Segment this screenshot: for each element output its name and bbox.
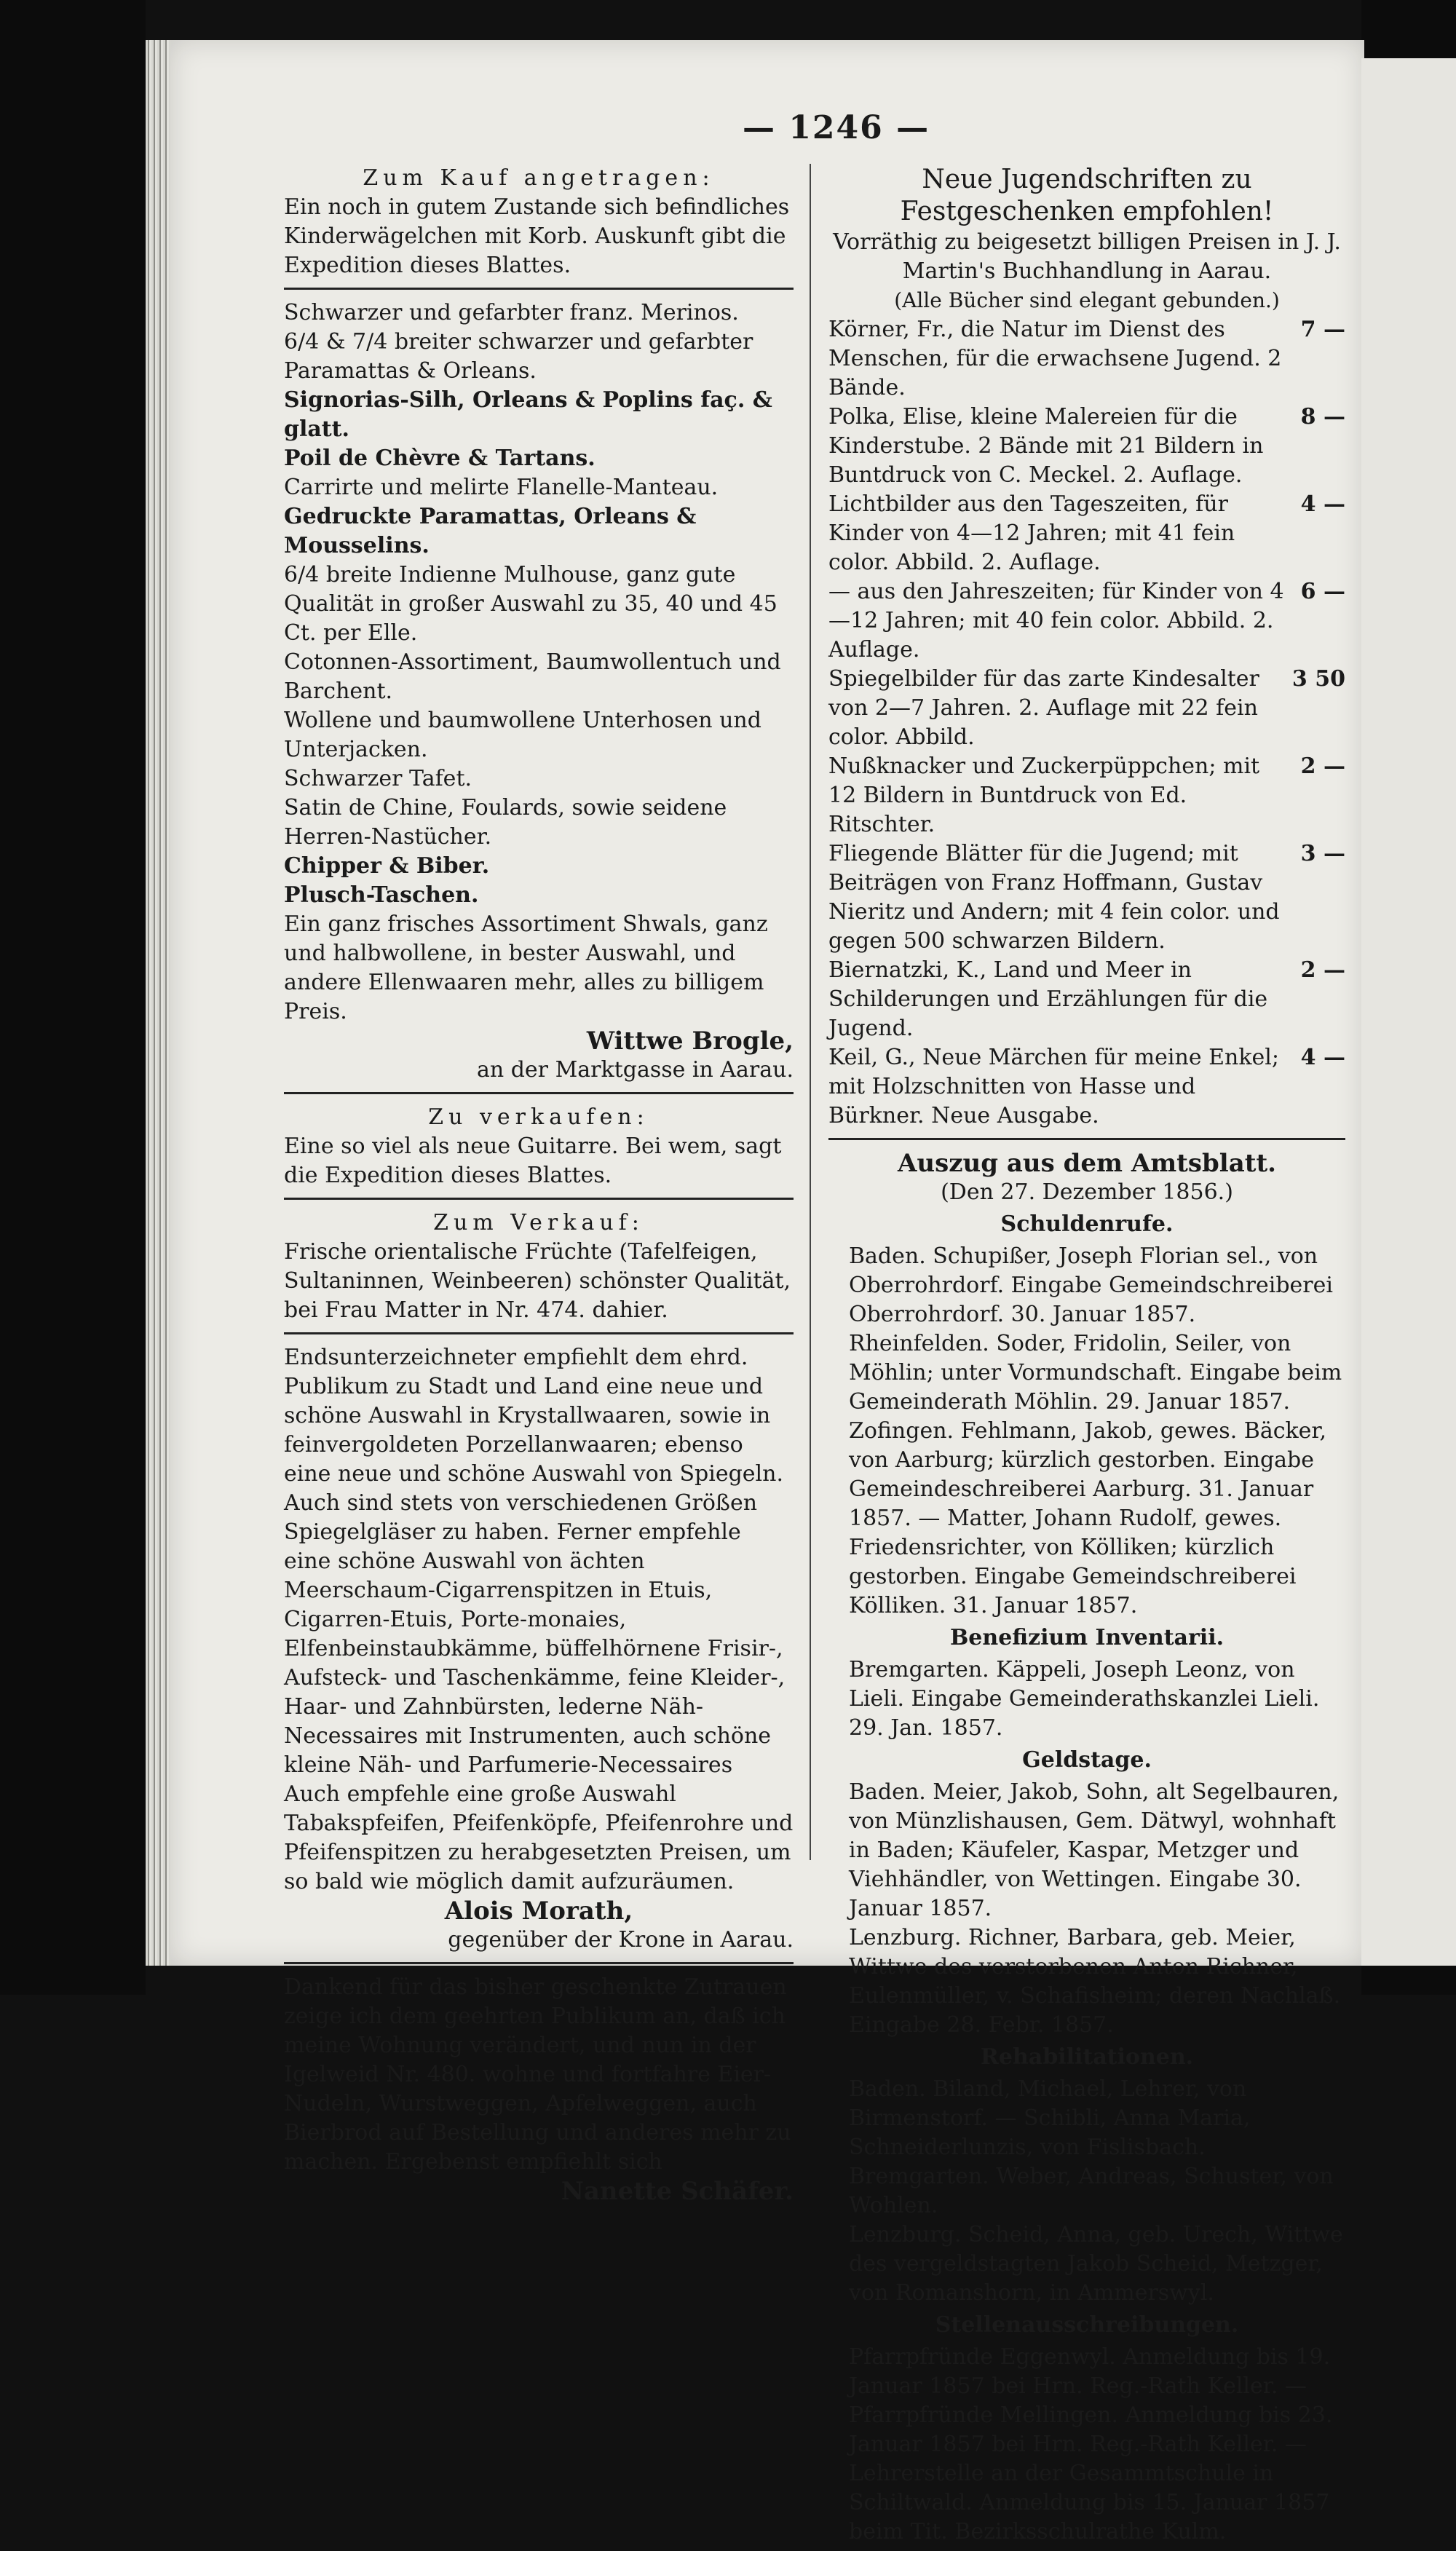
book-title: Biernatzki, K., Land und Meer in Schilderungen und Erzählungen für die Jugend. bbox=[828, 957, 1268, 1041]
ad-heading: Zum Kauf angetragen: bbox=[363, 165, 715, 191]
book-title: Lichtbilder aus den Tageszeiten, für Kinder von 4—12 Jahren; mit 41 fein color. Abbild. 2. Auflage. bbox=[828, 491, 1235, 575]
ad-signature: Alois Morath, bbox=[444, 1897, 633, 1926]
ad-note: (Alle Bücher sind elegant gebunden.) bbox=[894, 288, 1280, 312]
notice-entry: Pfarrpfründe Eggenwyl. Anmeldung bis 19. Januar 1857 bei Hrn. Reg.-Rath Keller. — Pfarrpfründe Mellingen. Anmeldung bis 23. Januar 1857 bei Hrn. Reg.-Rath Keller. — Lehrerstelle an der Gesammtschule in Schiltwald. Anmeldung bis 15. Januar 1857 beim Tit. Bezirksschulrathe Kulm. bbox=[849, 2344, 1333, 2544]
notice-entry: Bremgarten. Weber, Andreas, Schuster, von Wohlen. bbox=[849, 2164, 1334, 2218]
ad-heading: Zum Verkauf: bbox=[433, 1210, 644, 1235]
book-title: — aus den Jahreszeiten; für Kinder von 4—12 Jahren; mit 40 fein color. Abbild. 2. Auflage. bbox=[828, 579, 1284, 663]
ad-line: Satin de Chine, Foulards, sowie seidene Herren-Nastücher. bbox=[284, 795, 727, 850]
ad-subtitle: Vorräthig zu beigesetzt billigen Preisen in J. J. Martin's Buchhandlung in Aarau. bbox=[833, 229, 1341, 284]
ad-line: Wollene und baumwollene Unterhosen und Unterjacken. bbox=[284, 708, 761, 762]
book-price: 4 — bbox=[1300, 491, 1345, 517]
page-number: — 1246 — bbox=[743, 109, 930, 146]
book-price: 4 — bbox=[1300, 1045, 1345, 1070]
ad-fruechte bbox=[284, 1209, 794, 1325]
left-column bbox=[284, 164, 794, 2210]
ad-signature-address: an der Marktgasse in Aarau. bbox=[476, 1057, 794, 1083]
adjacent-page-fragment bbox=[1361, 58, 1456, 1966]
book-item bbox=[828, 490, 1345, 577]
divider bbox=[284, 1962, 794, 1964]
book-title: Polka, Elise, kleine Malereien für die Kinderstube. 2 Bände mit 21 Bildern in Buntdruck von C. Meckel. 2. Auflage. bbox=[828, 404, 1264, 488]
book-item bbox=[828, 665, 1345, 752]
ad-guitarre bbox=[284, 1103, 794, 1190]
book-title: Nußknacker und Zuckerpüppchen; mit 12 Bildern in Buntdruck von Ed. Ritschter. bbox=[828, 754, 1260, 837]
book-item bbox=[828, 577, 1345, 665]
ad-line: Schwarzer und gefarbter franz. Merinos. bbox=[284, 300, 739, 325]
ad-jugendschriften bbox=[828, 164, 1345, 1131]
book-item bbox=[828, 1043, 1345, 1131]
ad-line: Chipper & Biber. bbox=[284, 853, 490, 879]
divider bbox=[284, 1332, 794, 1334]
ad-line: Gedruckte Paramattas, Orleans & Mousselins. bbox=[284, 504, 697, 558]
ad-line: Plusch-Taschen. bbox=[284, 882, 479, 908]
notice-entry: Zofingen. Fehlmann, Jakob, gewes. Bäcker, von Aarburg; kürzlich gestorben. Eingabe Gemeindeschreiberei Aarburg. 31. Januar 1857. — Matter, Johann Rudolf, gewes. Friedensrichter, von Kölliken; kürzlich gestorben. Eingabe Gemeindschreiberei Kölliken. 31. Januar 1857. bbox=[849, 1418, 1327, 1618]
ad-signature: Wittwe Brogle, bbox=[586, 1027, 794, 1056]
ad-text: Frische orientalische Früchte (Tafelfeigen, Sultaninnen, Weinbeeren) schönster Qualität, bei Frau Matter in Nr. 474. dahier. bbox=[284, 1239, 791, 1323]
notice-entry: Bremgarten. Käppeli, Joseph Leonz, von Lieli. Eingabe Gemeinderathskanzlei Lieli. 29. Jan. 1857. bbox=[849, 1657, 1320, 1741]
notice-entry: Lenzburg. Richner, Barbara, geb. Meier, Wittwe des verstorbenen Anton Richner, Eulenmüller, v. Schafisheim; deren Nachlaß. Eingabe 28. Febr. 1857. bbox=[849, 1925, 1341, 2038]
ad-line: Schwarzer Tafet. bbox=[284, 766, 472, 791]
ad-line: Poil de Chèvre & Tartans. bbox=[284, 446, 596, 471]
ad-text: Endsunterzeichneter empfiehlt dem ehrd. Publikum zu Stadt und Land eine neue und schöne Auswahl in Krystallwaaren, sowie in feinvergoldeten Porzellanwaaren; ebenso eine neue und schöne Auswahl von Spiegeln. Auch sind stets von verschiedenen Größen Spiegelgläser zu haben. Ferner empfehle eine schöne Auswahl von ächten Meerschaum-Cigarrenspitzen in Etuis, Cigarren-Etuis, Porte-monaies, Elfenbeinstaubkämme, büffelhörnene Frisir-, Aufsteck- und Taschenkämme, feine Kleider-, Haar- und Zahnbürsten, lederne Näh-Necessaires mit Instrumenten, auch schöne kleine Näh- und Parfumerie-Necessaires Auch empfehle eine große Auswahl Tabakspfeifen, Pfeifenköpfe, Pfeifenrohre und Pfeifenspitzen zu herabgesetzten Preisen, um so bald wie möglich damit aufzuräumen. bbox=[284, 1345, 794, 1894]
book-item bbox=[828, 839, 1345, 956]
book-item bbox=[828, 956, 1345, 1043]
book-price: 2 — bbox=[1300, 754, 1345, 779]
column-divider bbox=[810, 164, 811, 1860]
book-title: Spiegelbilder für das zarte Kindesalter von 2—7 Jahren. 2. Auflage mit 22 fein color. Abbild. bbox=[828, 666, 1259, 750]
book-price: 2 — bbox=[1300, 957, 1345, 983]
ad-line: Ein ganz frisches Assortiment Shwals, ganz und halbwollene, in bester Auswahl, und andere Ellenwaaren mehr, alles zu billigem Preis. bbox=[284, 911, 768, 1024]
book-item bbox=[828, 315, 1345, 403]
section-heading: Rehabilitationen. bbox=[980, 2044, 1194, 2070]
section-heading: Schuldenrufe. bbox=[1000, 1211, 1174, 1237]
amtsblatt-section bbox=[828, 1149, 1345, 2547]
scan-border-left bbox=[0, 0, 146, 1995]
ad-schaefer bbox=[284, 1973, 794, 2206]
notice-entry: Baden. Biland, Michael, Lehrer, von Birmenstorf. — Schibli, Anna Maria, Schneiderlunzis, von Fislisbach. bbox=[849, 2076, 1251, 2160]
section-heading: Geldstage. bbox=[1022, 1747, 1152, 1773]
ad-line: Carrirte und melirte Flanelle-Manteau. bbox=[284, 475, 719, 500]
book-title: Keil, G., Neue Märchen für meine Enkel; mit Holzschnitten von Hasse und Bürkner. Neue Ausgabe. bbox=[828, 1045, 1279, 1128]
ad-line: Signorias-Silh, Orleans & Poplins faç. & glatt. bbox=[284, 387, 772, 442]
section-heading: Stellenausschreibungen. bbox=[935, 2312, 1239, 2338]
notice-entry: Rheinfelden. Soder, Fridolin, Seiler, von Möhlin; unter Vormundschaft. Eingabe beim Gemeinderath Möhlin. 29. Januar 1857. bbox=[849, 1331, 1342, 1415]
book-price: 6 — bbox=[1300, 579, 1345, 604]
book-title: Fliegende Blätter für die Jugend; mit Beiträgen von Franz Hoffmann, Gustav Nieritz und Andern; mit 4 fein color. und gegen 500 schwarzen Bildern. bbox=[828, 841, 1280, 954]
ad-line: 6/4 & 7/4 breiter schwarzer und gefarbter Paramattas & Orleans. bbox=[284, 329, 753, 384]
page-stack-edges bbox=[146, 40, 170, 1966]
ad-text: Ein noch in gutem Zustande sich befindliches Kinderwägelchen mit Korb. Auskunft gibt die Expedition dieses Blattes. bbox=[284, 194, 790, 278]
book-price: 3 — bbox=[1300, 841, 1345, 866]
ad-title: Neue Jugendschriften zu Festgeschenken empfohlen! bbox=[900, 165, 1274, 226]
book-title: Körner, Fr., die Natur im Dienst des Menschen, für die erwachsene Jugend. 2 Bände. bbox=[828, 317, 1282, 400]
ad-line: 6/4 breite Indienne Mulhouse, ganz gute Qualität in großer Auswahl zu 35, 40 und 45 Ct. per Elle. bbox=[284, 562, 778, 646]
right-column bbox=[828, 164, 1345, 2551]
notice-entry: Baden. Meier, Jakob, Sohn, alt Segelbauren, von Münzlishausen, Gem. Dätwyl, wohnhaft in Baden; Käufeler, Kaspar, Metzger und Viehhändler, von Wettingen. Eingabe 30. Januar 1857. bbox=[849, 1779, 1340, 1921]
notice-entry: Baden. Schupißer, Joseph Florian sel., von Oberrohrdorf. Eingabe Gemeindschreiberei Oberrohrdorf. 30. Januar 1857. bbox=[849, 1243, 1333, 1327]
book-price: 3 50 bbox=[1291, 666, 1345, 692]
ad-signature-address: gegenüber der Krone in Aarau. bbox=[448, 1927, 794, 1953]
ad-line: Cotonnen-Assortiment, Baumwollentuch und Barchent. bbox=[284, 649, 781, 704]
divider bbox=[828, 1138, 1345, 1140]
divider bbox=[284, 288, 794, 290]
section-heading: Benefizium Inventarii. bbox=[949, 1625, 1224, 1650]
ad-kinderwaegelchen bbox=[284, 164, 794, 280]
book-item bbox=[828, 752, 1345, 839]
book-price: 7 — bbox=[1300, 317, 1345, 342]
ad-text: Eine so viel als neue Guitarre. Bei wem, sagt die Expedition dieses Blattes. bbox=[284, 1134, 782, 1188]
ad-signature: Nanette Schäfer. bbox=[561, 2177, 794, 2206]
divider bbox=[284, 1198, 794, 1200]
book-item bbox=[828, 403, 1345, 490]
book-price: 8 — bbox=[1300, 404, 1345, 430]
amtsblatt-date: (Den 27. Dezember 1856.) bbox=[941, 1179, 1233, 1205]
ad-text: Dankend für das bisher geschenkte Zutrauen zeige ich dem geehrten Publikum an, daß ich meine Wohnung verändert, und nun in der Igelweid Nr. 480. wohne und fortfahre Eier-Nudeln, Wurstweggen, Apfelweggen, auch Bierbrod auf Bestellung und anderes mehr zu machen. Ergebenst empfiehlt sich bbox=[284, 1974, 791, 2175]
notice-entry: Lenzburg. Scheid, Anna, geb. Urech, Wittwe des vergeldstagten Jakob Scheid, Metzger, von Romanshorn, in Ammerswyl. bbox=[849, 2222, 1343, 2306]
divider bbox=[284, 1092, 794, 1094]
ad-heading: Zu verkaufen: bbox=[428, 1104, 649, 1130]
amtsblatt-title: Auszug aus dem Amtsblatt. bbox=[898, 1149, 1276, 1178]
ad-morath bbox=[284, 1343, 794, 1955]
ad-brogle-textiles bbox=[284, 298, 794, 1085]
